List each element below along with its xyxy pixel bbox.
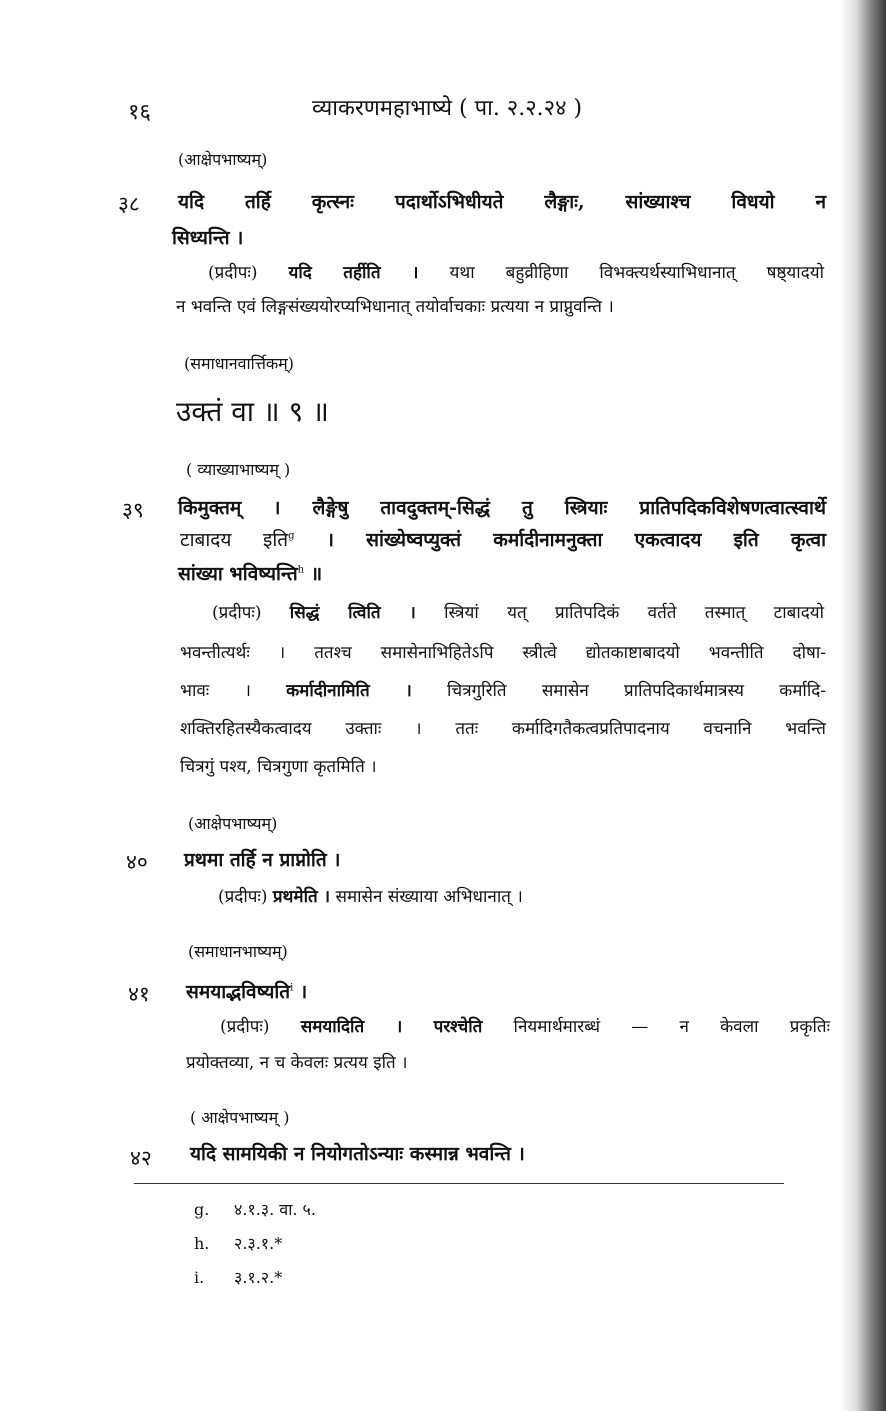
pradipa-text: भावः । — [180, 681, 251, 701]
footnote — [194, 1232, 282, 1254]
bhashya-text: सांख्या भविष्यन्ति — [178, 563, 298, 585]
pradipa-line — [218, 884, 523, 907]
footnote-letter: i. — [194, 1268, 205, 1287]
pradipa-line — [220, 1014, 830, 1037]
bhashya-text: । — [293, 981, 308, 1003]
vartika-text: उक्तं वा ॥ ९ ॥ — [176, 395, 329, 428]
footnote-text: २.३.१.* — [234, 1234, 283, 1253]
bhashya-line — [178, 560, 322, 586]
page-number: १६ — [128, 100, 151, 125]
section-label: ( आक्षेपभाष्यम् ) — [190, 1108, 290, 1127]
pradipa-pratika: प्रथमेति । — [272, 887, 331, 907]
bhashya-line: यदि सामयिकी न नियोगतोऽन्याः कस्मान्न भवन्ति । — [190, 1143, 525, 1165]
footnote-ref: g — [288, 530, 295, 542]
bhashya-text: । सांख्येष्वप्युक्तं कर्मादीनामनुक्ता एकत्वादय इति कृत्वा — [294, 529, 826, 551]
section-label: (समाधानभाष्यम्) — [188, 942, 288, 961]
pradipa-pratika: सिद्धं त्विति । — [289, 603, 416, 623]
pradipa-line: न भवन्ति एवं लिङ्गसंख्ययोरप्यभिधानात् तयोर्वाचकाः प्रत्यया न प्राप्नुवन्ति । — [176, 297, 614, 317]
footnote — [194, 1198, 316, 1220]
footnote-text: ३.१.२.* — [234, 1268, 283, 1287]
bhashya-line: किमुक्तम् । लैङ्गेषु तावदुक्तम्-सिद्धं तु स्त्रियाः प्रातिपदिकविशेषणत्वात्स्वार्थे — [178, 497, 826, 519]
section-label: (समाधानवार्त्तिकम्) — [184, 354, 294, 373]
footnote-text: ४.१.३. वा. ५. — [234, 1200, 316, 1219]
bhashya-line: यदि तर्हि कृत्स्नः पदार्थोऽभिधीयते लैङ्गाः, सांख्याश्च विधयो न — [178, 191, 826, 213]
pradipa-line — [180, 678, 826, 701]
footnote-ref: h — [297, 564, 305, 576]
pradipa-line: प्रयोक्तव्या, न च केवलः प्रत्यय इति । — [186, 1053, 408, 1073]
section-label: ( व्याख्याभाष्यम् ) — [186, 460, 291, 479]
section-label: (आक्षेपभाष्यम्) — [178, 150, 268, 169]
pradipa-pratika: यदि तर्हीति । — [288, 263, 419, 283]
pradipa-line: भवन्तीत्यर्थः । ततश्च समासेनाभिहितेऽपि स्त्रीत्वे द्योतकाष्टाबादयो भवन्तीति दोषा- — [180, 643, 826, 663]
pradipa-text: यथा बहुव्रीहिणा विभक्त्यर्थस्याभिधानात् षष्ठ्यादयो — [449, 263, 824, 283]
pradipa-pratika: कर्मादीनामिति । — [286, 681, 412, 701]
pradipa-text: स्त्रियां यत् प्रातिपदिकं वर्तते तस्मात् टाबादयो — [444, 603, 825, 623]
pradipa-text: नियमार्थमारब्धं — न केवला प्रकृतिः — [513, 1017, 831, 1037]
pradipa-line: चित्रगुं पश्य, चित्रगुणा कृतमिति । — [180, 757, 377, 777]
bhashya-text: ॥ — [304, 563, 323, 585]
pradipa-marker: (प्रदीपः) — [208, 263, 258, 283]
pradipa-text: चित्रगुरिति समासेन प्रातिपदिकार्थमात्रस्य कर्मादि- — [447, 681, 827, 701]
pradipa-line: शक्तिरहितस्यैकत्वादय उक्ताः । ततः कर्मादिगतैकत्वप्रतिपादनाय वचनानि भवन्ति — [180, 719, 826, 739]
section-label: (आक्षेपभाष्यम्) — [188, 814, 278, 833]
bhashya-line — [180, 526, 826, 552]
pradipa-text: समासेन संख्याया अभिधानात् । — [335, 887, 523, 907]
running-head: व्याकरणमहाभाष्ये ( पा. २.२.२४ ) — [312, 96, 583, 121]
pradipa-marker: (प्रदीपः) — [212, 603, 262, 623]
pradipa-pratika: समयादिति । — [300, 1017, 403, 1037]
scanned-page-edge — [840, 0, 886, 1411]
pradipa-line — [212, 600, 824, 623]
footnote — [194, 1266, 282, 1288]
bhashya-text: टाबादय इति — [180, 529, 289, 551]
pradipa-marker: (प्रदीपः) — [218, 887, 268, 907]
paragraph-number: ४० — [126, 850, 148, 874]
bhashya-line: प्रथमा तर्हि न प्राप्नोति । — [184, 849, 341, 871]
pradipa-line — [208, 260, 824, 283]
footnote-rule — [134, 1183, 784, 1184]
paragraph-number: ३९ — [122, 498, 144, 522]
bhashya-line — [186, 978, 307, 1004]
paragraph-number: ४१ — [128, 982, 150, 1006]
footnote-ref: i — [290, 982, 294, 994]
paragraph-number: ४२ — [130, 1146, 152, 1170]
pradipa-marker: (प्रदीपः) — [220, 1017, 270, 1037]
footnote-letter: g. — [194, 1200, 210, 1219]
pradipa-pratika: परश्चेति — [433, 1017, 483, 1037]
paragraph-number: ३८ — [118, 192, 140, 216]
bhashya-text: समयाद्भविष्यति — [186, 981, 291, 1003]
footnote-letter: h. — [194, 1234, 210, 1253]
bhashya-line: सिध्यन्ति । — [172, 227, 244, 249]
